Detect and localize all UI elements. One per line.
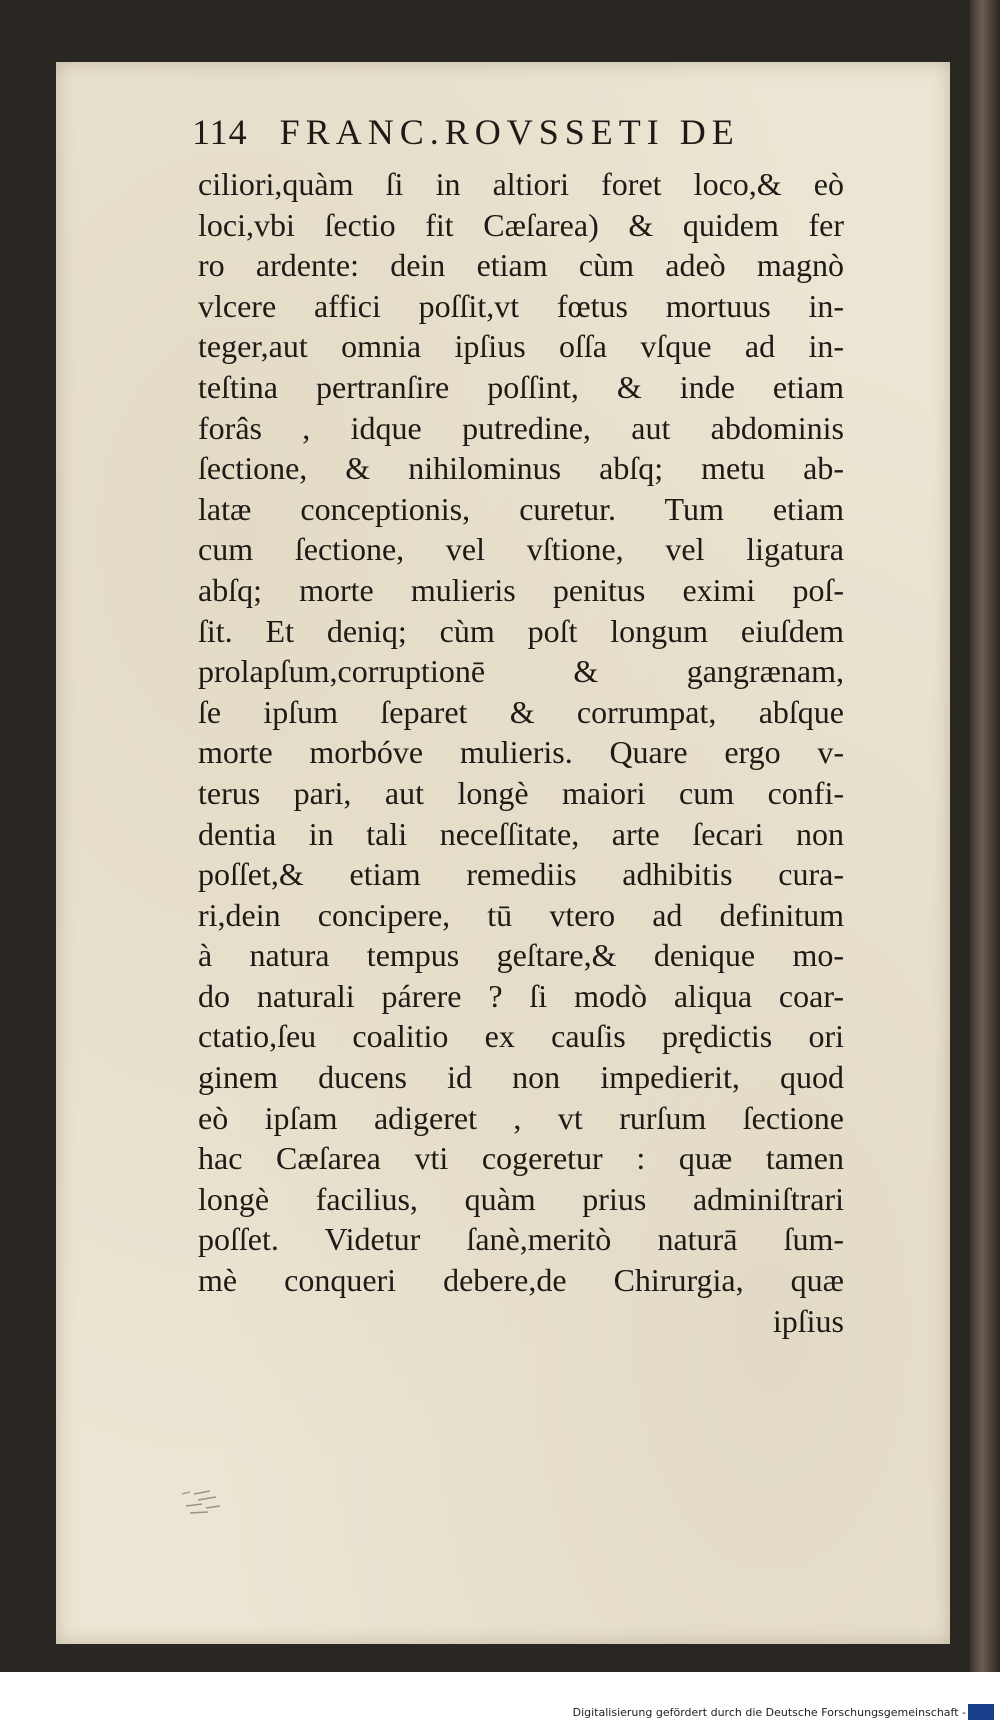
text-line: ctatio,ſeu coalitio ex cauſis prędictis ori bbox=[198, 1018, 844, 1055]
text-line: ſe ipſum ſeparet & corrumpat, abſque bbox=[198, 693, 844, 730]
text-line: poſſet. Videtur ſanè,meritò naturā ſum- bbox=[198, 1221, 844, 1258]
page-number: 114 bbox=[192, 112, 248, 152]
text-line: ri,dein concipere, tū vtero ad definitum bbox=[198, 896, 844, 933]
body-text bbox=[198, 164, 844, 1341]
text-line: ciliori,quàm ſi in altiori foret loco,& eò bbox=[198, 166, 844, 202]
text-line: teſtina pertranſire poſſint, & inde etiam bbox=[198, 368, 844, 405]
text-line: hac Cæſarea vti cogeretur : quæ tamen bbox=[198, 1140, 844, 1177]
text-line: eò ipſam adigeret , vt rurſum ſectione bbox=[198, 1099, 844, 1136]
text-line: ro ardente: dein etiam cùm adeò magnò bbox=[198, 247, 844, 284]
text-line: loci,vbi ſectio fit Cæſarea) & quidem fer bbox=[198, 206, 844, 243]
text-line: ſectione, & nihilominus abſq; metu ab- bbox=[198, 450, 844, 487]
text-line: prolapſum,corruptionē & gangrænam, bbox=[198, 653, 844, 690]
text-line: cum ſectione, vel vſtione, vel ligatura bbox=[198, 531, 844, 568]
text-line: morte morbóve mulieris. Quare ergo v- bbox=[198, 734, 844, 771]
text-line: ginem ducens id non impedierit, quod bbox=[198, 1059, 844, 1096]
text-line: terus pari, aut longè maiori cum confi- bbox=[198, 774, 844, 811]
text-line: latæ conceptionis, curetur. Tum etiam bbox=[198, 490, 844, 527]
text-line: dentia in tali neceſſitate, arte ſecari non bbox=[198, 815, 844, 852]
text-line: do naturali párere ? ſi modò aliqua coar- bbox=[198, 977, 844, 1014]
ink-smudge-mark bbox=[180, 1488, 226, 1518]
text-line: teger,aut omnia ipſius oſſa vſque ad in- bbox=[198, 328, 844, 365]
catchword: ipſius bbox=[772, 1302, 844, 1339]
text-line: longè facilius, quàm prius adminiſtrari bbox=[198, 1180, 844, 1217]
text-line: vlcere affici poſſit,vt fœtus mortuus in- bbox=[198, 287, 844, 324]
book-spine bbox=[970, 0, 1000, 1672]
footer-credit-text: Digitalisierung gefördert durch die Deutsche Forschungsgemeinschaft - bbox=[572, 1706, 966, 1719]
dfg-logo bbox=[968, 1704, 994, 1720]
running-head: FRANC.ROVSSETI DE bbox=[279, 112, 740, 152]
page-header bbox=[192, 108, 842, 156]
text-line: ſit. Et deniq; cùm poſt longum eiuſdem bbox=[198, 612, 844, 649]
text-line: poſſet,& etiam remediis adhibitis cura- bbox=[198, 856, 844, 893]
text-line: à natura tempus geſtare,& denique mo- bbox=[198, 937, 844, 974]
text-line: mè conqueri debere,de Chirurgia, quæ bbox=[198, 1262, 844, 1299]
text-line: abſq; morte mulieris penitus eximi poſ- bbox=[198, 571, 844, 608]
text-line: forâs , idque putredine, aut abdominis bbox=[198, 409, 844, 446]
